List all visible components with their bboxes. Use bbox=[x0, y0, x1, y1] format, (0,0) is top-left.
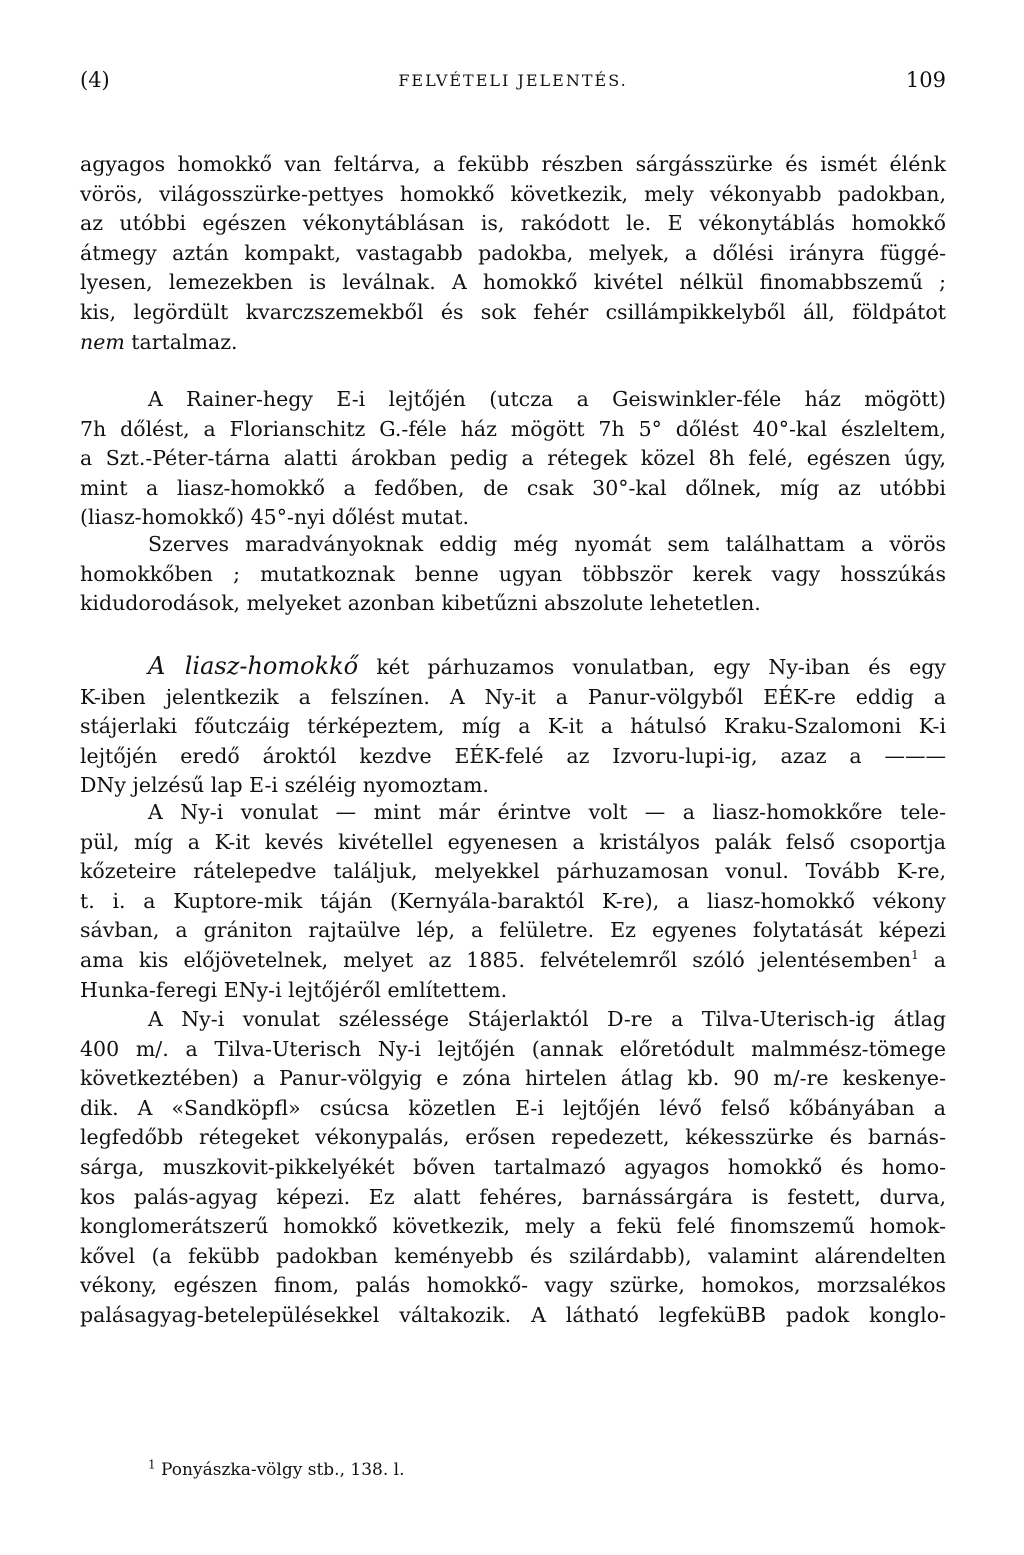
text-line: A Rainer-hegy E-i lejtőjén (utcza a Geiswinkler-féle ház mögött) bbox=[148, 387, 946, 411]
text-line bbox=[80, 328, 946, 358]
page-header bbox=[80, 68, 946, 98]
text-line: konglomerátszerű homokkő következik, mely a fekü felé finomszemű homok- bbox=[80, 1214, 946, 1239]
text-line: A Ny-i vonulat szélessége Stájerlaktól D-re a Tilva-Uterisch-ig átlag bbox=[148, 1007, 946, 1031]
running-title: FELVÉTELI JELENTÉS. bbox=[398, 71, 628, 90]
footnote-text: Ponyászka-völgy stb., 138. l. bbox=[155, 1460, 405, 1480]
text-line: a Szt.-Péter-tárna alatti árokban pedig a rétegek közel 8h felé, egészen úgy, bbox=[80, 446, 946, 471]
paragraph-6 bbox=[80, 1005, 946, 1331]
paragraph-5 bbox=[80, 798, 946, 1005]
text-line: kőzeteire rátelepedve találjuk, melyekkel párhuzamosan vonul. Tovább K-re, bbox=[80, 859, 946, 884]
paragraph-3 bbox=[80, 530, 946, 619]
text-line: 400 m/. a Tilva-Uterisch Ny-i lejtőjén (annak előretódult malmmész-tömege bbox=[80, 1036, 946, 1061]
text-line: legfedőbb rétegeket vékonypalás, erősen repedezett, kékesszürke és barnás- bbox=[80, 1125, 946, 1150]
text-line: lyesen, lemezekben is leválnak. A homokkő kivétel nélkül finomabbszemű ; bbox=[80, 270, 946, 295]
paragraph-2 bbox=[80, 385, 946, 533]
text-line: vékony, egészen finom, palás homokkő- vagy szürke, homokos, morzsalékos bbox=[80, 1273, 946, 1298]
text-line: kos palás-agyag képezi. Ez alatt fehéres, barnássárgára is festett, durva, bbox=[80, 1184, 946, 1209]
paragraph-4 bbox=[80, 652, 946, 801]
text-line: agyagos homokkő van feltárva, a fekübb részben sárgásszürke és ismét élénk bbox=[80, 152, 946, 176]
text-fragment: ama kis előjövetelnek, melyet az 1885. felvételemről szóló jelentésemben bbox=[80, 947, 912, 972]
text-line bbox=[80, 652, 946, 683]
text-line: sárga, muszkovit-pikkelyékét bőven tartalmazó agyagos homokkő és homo- bbox=[80, 1154, 946, 1179]
text-fragment: a bbox=[918, 947, 947, 972]
text-line: stájerlaki főutczáig térképeztem, míg a K-it a hátulsó Kraku-Szalomoni K-i bbox=[80, 714, 946, 739]
text-line: Szerves maradványoknak eddig még nyomát sem találhattam a vörös bbox=[148, 532, 946, 556]
chapter-number: (4) bbox=[80, 68, 110, 92]
text-line: dik. A «Sandköpfl» csúcsa közetlen E-i lejtőjén lévő felső kőbányában a bbox=[80, 1095, 946, 1120]
text-line: sávban, a gránitоn rajtaülve lép, a felületre. Ez egyenes folytatását képezi bbox=[80, 918, 946, 943]
text-line: vörös, világosszürke-pettyes homokkő következik, mely vékonyabb padokban, bbox=[80, 181, 946, 206]
emphasis: nem bbox=[80, 329, 125, 354]
text-line: homokkőben ; mutatkoznak benne ugyan többször kerek vagy hosszúkás bbox=[80, 561, 946, 586]
text-line: palásagyag-betelepülésekkel váltakozik. A látható legfeküBB padok konglo- bbox=[80, 1302, 946, 1327]
text-line bbox=[80, 946, 946, 976]
text-line: pül, míg a K-it kevés kivétellel egyenesen a kristályos palák felső csoportja bbox=[80, 829, 946, 854]
text-fragment: tartalmaz. bbox=[124, 329, 238, 354]
text-line: 7h dőlést, a Florianschitz G.-féle ház mögött 7h 5° dőlést 40°-kal észleltem, bbox=[80, 416, 946, 441]
footnote bbox=[148, 1457, 405, 1480]
page-number: 109 bbox=[905, 68, 946, 92]
text-line: mint a liasz-homokkő a fedőben, de csak 30°-kal dőlnek, míg az utóbbi bbox=[80, 475, 946, 500]
text-line: következtében) a Panur-völgyig e zóna hirtelen átlag kb. 90 m/-re keskenye- bbox=[80, 1066, 946, 1091]
text-line: Hunka-feregi ENy-i lejtőjéről említettem. bbox=[80, 977, 508, 1002]
section-heading: A liasz-homokkő bbox=[148, 652, 359, 680]
text-line: K-iben jelentkezik a felszínen. A Ny-it a Panur-völgyből EÉK-re eddig a bbox=[80, 684, 946, 709]
text-line: A Ny-i vonulat — mint már érintve volt — a liasz-homokkőre tele- bbox=[148, 800, 946, 824]
text-line: kővel (a fekübb padokban keményebb és szilárdabb), valamint alárendelten bbox=[80, 1243, 946, 1268]
text-line: az utóbbi egészen vékonytáblásan is, rakódott le. E vékonytáblás homokkő bbox=[80, 211, 946, 236]
paragraph-1 bbox=[80, 150, 946, 357]
text-line: lejtőjén eredő ároktól kezdve EÉK-felé az Izvoru-lupi-ig, azaz a ——— bbox=[80, 743, 946, 768]
footnote-reference[interactable]: 1 bbox=[911, 948, 919, 963]
text-line: DNy jelzésű lap E-i széléig nyomoztam. bbox=[80, 773, 489, 798]
text-line: kis, legördült kvarczszemekből és sok fehér csillámpikkelyből áll, földpátot bbox=[80, 299, 946, 324]
footnote-marker: 1 bbox=[148, 1457, 156, 1472]
text-line: átmegy aztán kompakt, vastagabb padokba, melyek, a dőlési irányra függé- bbox=[80, 240, 946, 265]
text-line: kidudorodások, melyeket azonban kibetűzni abszolute lehetetlen. bbox=[80, 591, 761, 616]
text-line: t. i. a Kuptore-mik táján (Kernyála-baraktól K-re), a liasz-homokkő vékony bbox=[80, 888, 946, 913]
text-line: (liasz-homokkő) 45°-nyi dőlést mutat. bbox=[80, 505, 470, 530]
text-fragment: két párhuzamos vonulatban, egy Ny-iban és egy bbox=[358, 655, 946, 679]
